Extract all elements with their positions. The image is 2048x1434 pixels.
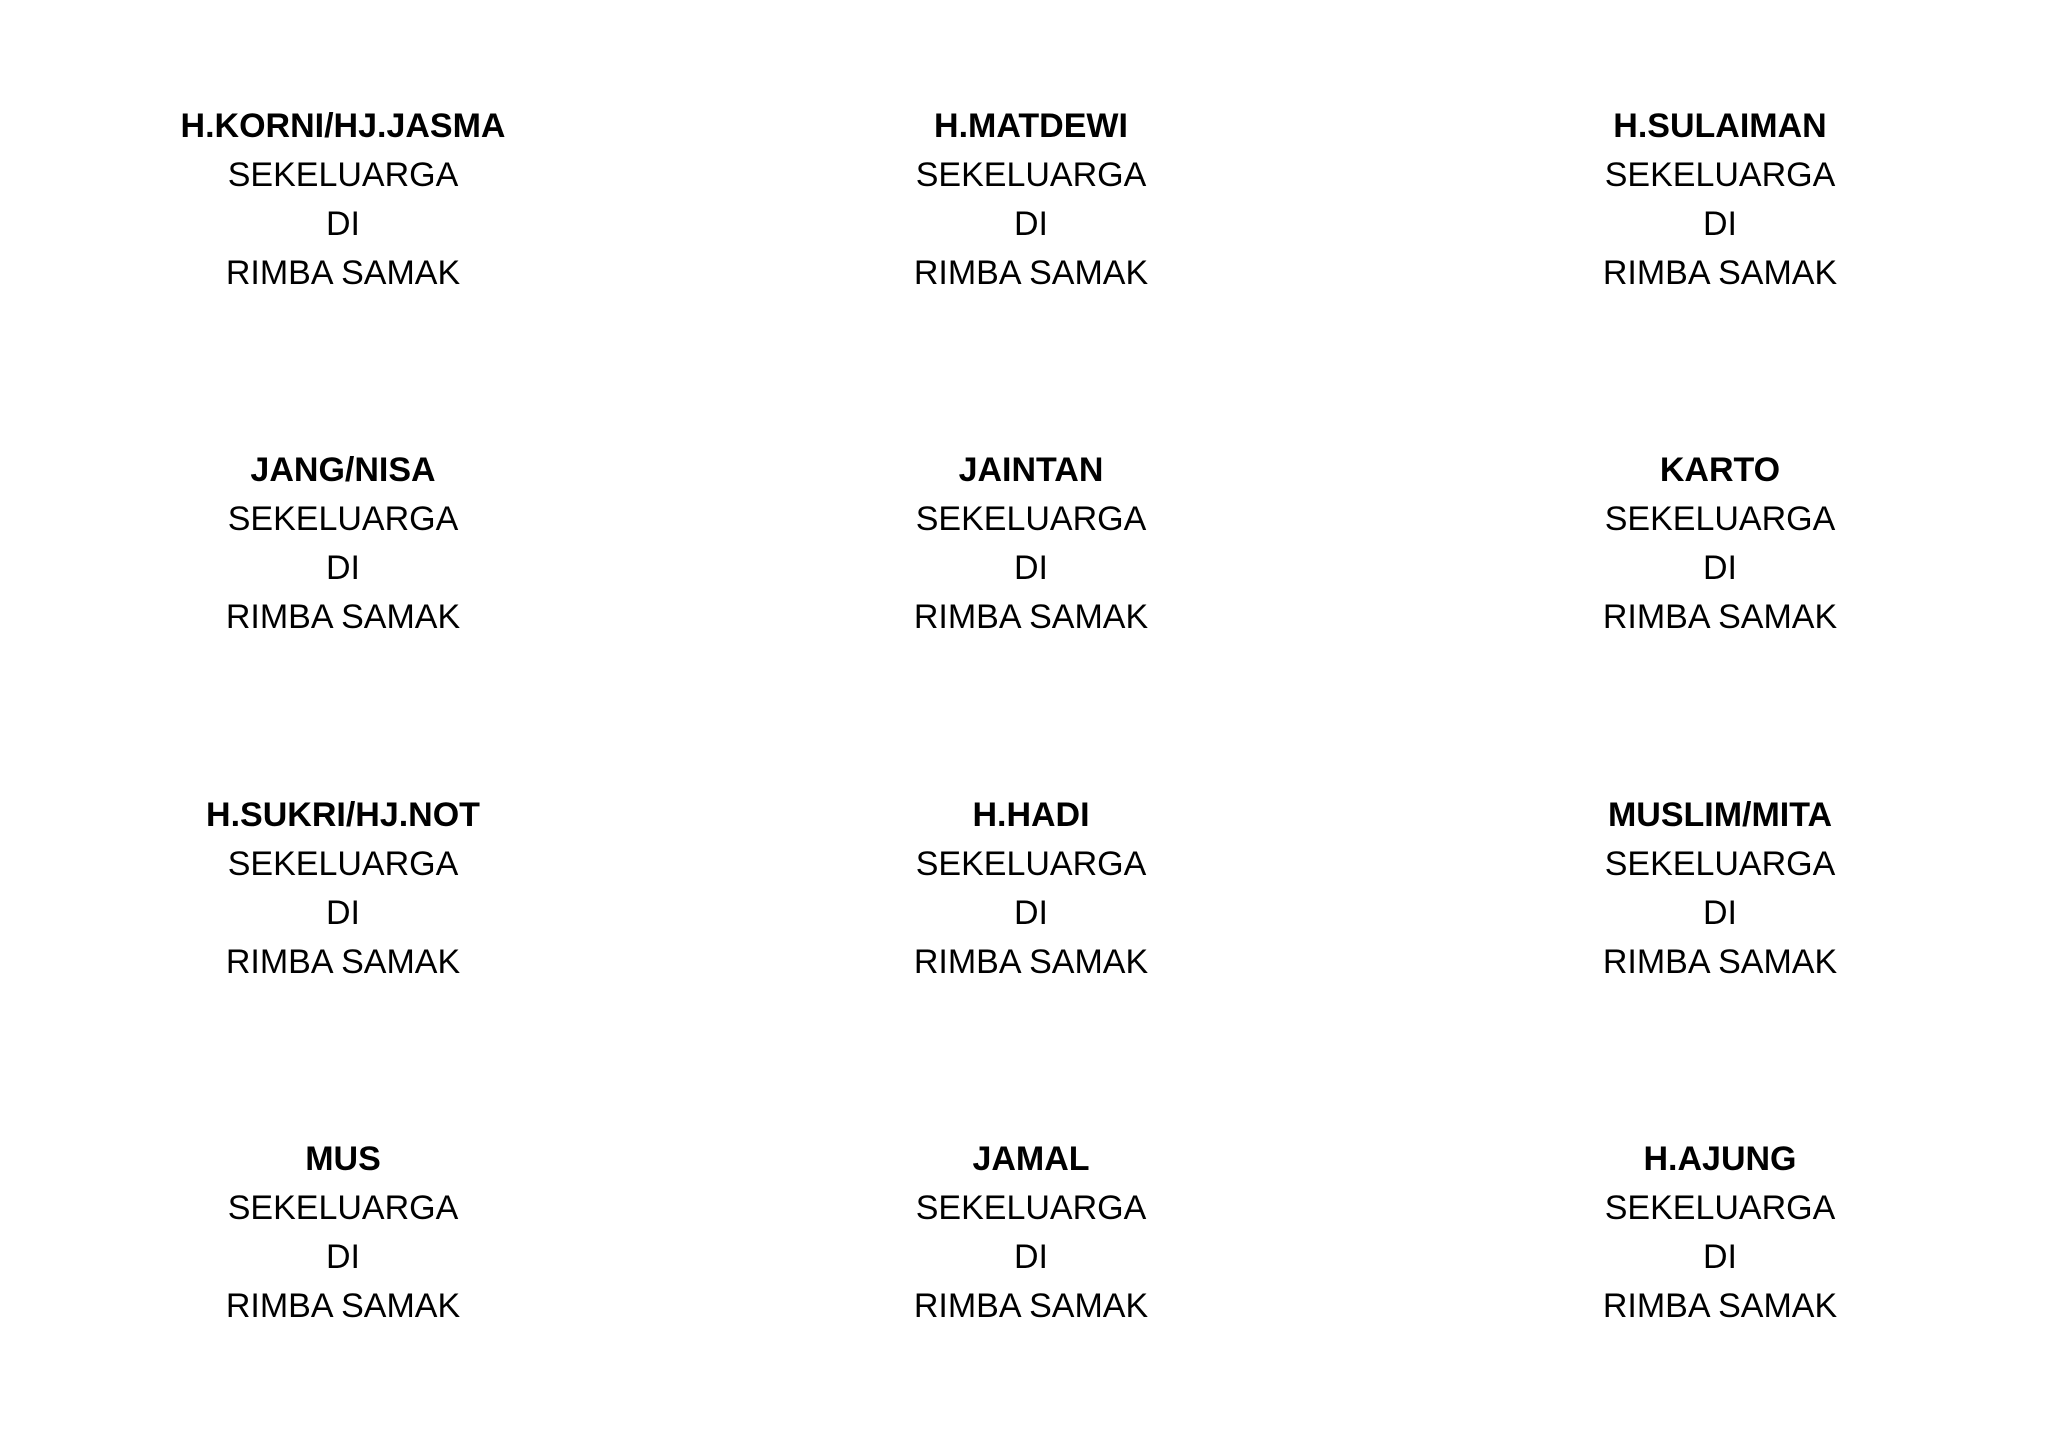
label-recipient-name: H.MATDEWI [934, 107, 1128, 145]
label-line-2: DI [1703, 549, 1737, 587]
label-line-1: SEKELUARGA [915, 845, 1147, 883]
address-label [83, 1135, 603, 1331]
label-recipient-name: H.SUKRI/HJ.NOT [206, 796, 480, 834]
label-line-2: DI [1014, 894, 1048, 932]
label-line-3: RIMBA SAMAK [913, 1287, 1149, 1325]
label-line-1: SEKELUARGA [1604, 1189, 1836, 1227]
label-line-3: RIMBA SAMAK [225, 598, 461, 636]
address-label [771, 102, 1291, 298]
label-line-2: DI [1014, 1238, 1048, 1276]
label-line-3: RIMBA SAMAK [225, 943, 461, 981]
label-line-2: DI [1014, 549, 1048, 587]
label-line-1: SEKELUARGA [1604, 156, 1836, 194]
label-line-3: RIMBA SAMAK [1602, 943, 1838, 981]
label-recipient-name: H.SULAIMAN [1613, 107, 1827, 145]
label-line-1: SEKELUARGA [227, 845, 459, 883]
label-line-1: SEKELUARGA [227, 500, 459, 538]
label-line-2: DI [326, 894, 360, 932]
label-recipient-name: KARTO [1659, 451, 1781, 489]
label-line-1: SEKELUARGA [227, 1189, 459, 1227]
address-label [771, 446, 1291, 642]
label-line-2: DI [326, 205, 360, 243]
label-line-3: RIMBA SAMAK [913, 254, 1149, 292]
address-label [83, 102, 603, 298]
label-recipient-name: JAINTAN [958, 451, 1104, 489]
label-line-3: RIMBA SAMAK [1602, 1287, 1838, 1325]
address-label [1460, 1135, 1980, 1331]
label-recipient-name: JAMAL [972, 1140, 1090, 1178]
label-recipient-name: JANG/NISA [250, 451, 436, 489]
label-line-2: DI [1014, 205, 1048, 243]
label-recipient-name: H.HADI [972, 796, 1090, 834]
label-line-2: DI [1703, 1238, 1737, 1276]
label-recipient-name: H.AJUNG [1643, 1140, 1797, 1178]
address-label [83, 446, 603, 642]
label-line-3: RIMBA SAMAK [913, 598, 1149, 636]
label-line-3: RIMBA SAMAK [225, 1287, 461, 1325]
address-label [771, 1135, 1291, 1331]
label-line-3: RIMBA SAMAK [225, 254, 461, 292]
label-line-2: DI [1703, 205, 1737, 243]
address-label [1460, 791, 1980, 987]
label-line-2: DI [326, 1238, 360, 1276]
label-recipient-name: H.KORNI/HJ.JASMA [180, 107, 506, 145]
label-line-1: SEKELUARGA [915, 500, 1147, 538]
label-line-1: SEKELUARGA [227, 156, 459, 194]
label-line-1: SEKELUARGA [1604, 500, 1836, 538]
address-label [771, 791, 1291, 987]
label-line-2: DI [326, 549, 360, 587]
address-label [1460, 446, 1980, 642]
label-line-1: SEKELUARGA [1604, 845, 1836, 883]
label-line-3: RIMBA SAMAK [1602, 254, 1838, 292]
address-label [83, 791, 603, 987]
address-label [1460, 102, 1980, 298]
label-line-1: SEKELUARGA [915, 1189, 1147, 1227]
label-line-3: RIMBA SAMAK [1602, 598, 1838, 636]
label-line-3: RIMBA SAMAK [913, 943, 1149, 981]
label-recipient-name: MUSLIM/MITA [1607, 796, 1833, 834]
label-recipient-name: MUS [305, 1140, 381, 1178]
label-line-2: DI [1703, 894, 1737, 932]
label-line-1: SEKELUARGA [915, 156, 1147, 194]
